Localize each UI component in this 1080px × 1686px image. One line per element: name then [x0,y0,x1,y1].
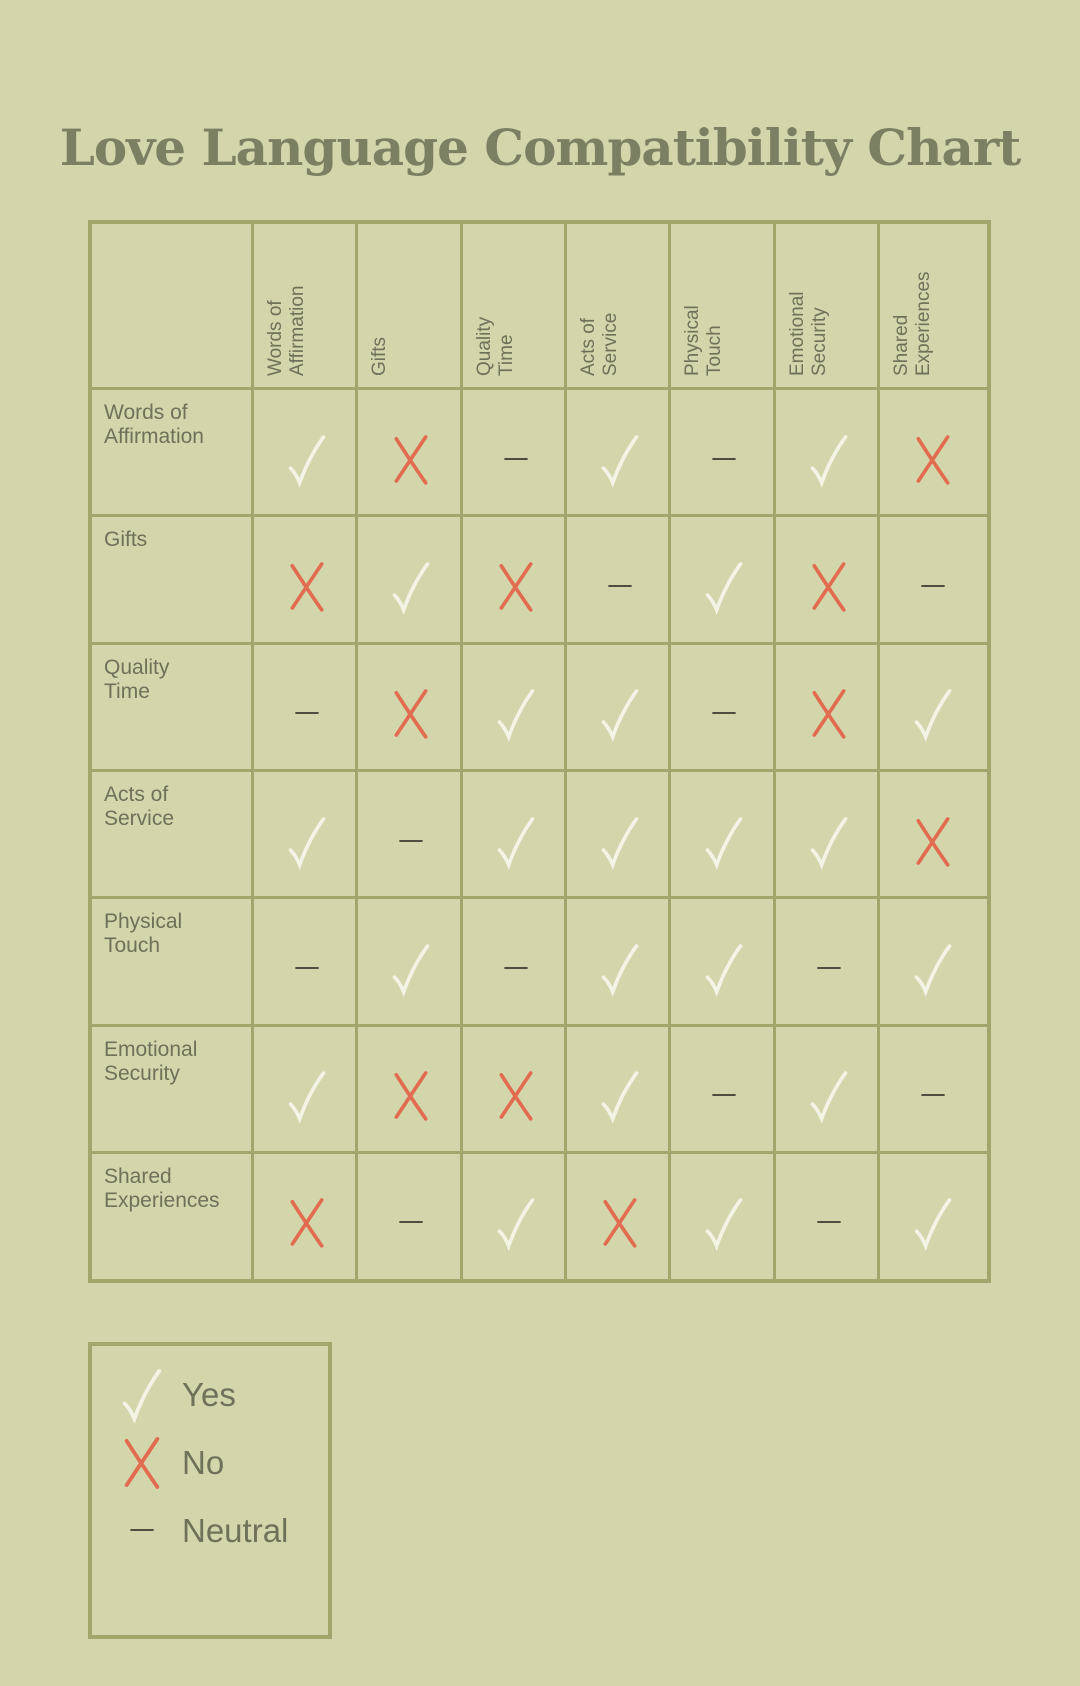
table-cell [672,654,776,773]
table-cell [464,781,568,900]
checkmark-icon [598,430,642,488]
dash-icon [389,826,433,856]
table-cell [568,1036,672,1155]
table-cell [881,399,985,518]
table-cell [464,526,568,645]
dash-icon [118,1515,166,1545]
legend-item-yes [118,1364,328,1424]
table-cell [255,526,359,645]
column-header-label: Quality Time [473,316,517,376]
table-cell [255,399,359,518]
table-cell [568,399,672,518]
table-cell [881,908,985,1027]
grid-line-vertical [251,224,254,1279]
cross-icon [911,430,955,488]
checkmark-icon [807,430,851,488]
table-cell [359,781,463,900]
cross-icon [285,1193,329,1251]
checkmark-icon [702,1193,746,1251]
table-cell [464,1163,568,1282]
legend-label: Yes [182,1376,236,1413]
column-header-label: Shared Experiences [890,271,934,376]
table-cell [359,908,463,1027]
cross-icon [285,557,329,615]
table-cell [777,526,881,645]
table-cell [568,526,672,645]
table-cell [359,1036,463,1155]
cross-icon [807,684,851,742]
dash-icon [911,571,955,601]
table-cell [777,781,881,900]
checkmark-icon [285,430,329,488]
table-cell [672,1036,776,1155]
column-header [672,224,776,392]
compatibility-grid [88,220,991,1283]
checkmark-icon [911,684,955,742]
table-cell [255,1036,359,1155]
dash-icon [598,571,642,601]
dash-icon [285,698,329,728]
cross-icon [389,684,433,742]
dash-icon [807,1207,851,1237]
column-header [777,224,881,392]
checkmark-icon [285,812,329,870]
table-cell [359,526,463,645]
row-header: Shared Experiences [104,1164,220,1212]
table-cell [881,1163,985,1282]
column-header [255,224,359,392]
table-cell [672,781,776,900]
checkmark-icon [911,939,955,997]
table-cell [777,908,881,1027]
legend-item-no [118,1432,328,1492]
legend-label: No [182,1444,225,1481]
table-cell [568,908,672,1027]
table-cell [672,526,776,645]
table-cell [568,1163,672,1282]
checkmark-icon [702,557,746,615]
column-header-label: Gifts [369,336,391,376]
table-cell [672,399,776,518]
checkmark-icon [807,1066,851,1124]
dash-icon [389,1207,433,1237]
checkmark-icon [807,812,851,870]
dash-icon [494,444,538,474]
checkmark-icon [285,1066,329,1124]
column-header [359,224,463,392]
column-header [568,224,672,392]
checkmark-icon [598,684,642,742]
checkmark-icon [119,1365,165,1423]
checkmark-icon [389,557,433,615]
checkmark-icon [598,939,642,997]
checkmark-icon [494,684,538,742]
table-cell [881,526,985,645]
table-cell [672,908,776,1027]
dash-icon [285,953,329,983]
cross-icon [807,557,851,615]
column-header [881,224,985,392]
table-cell [255,908,359,1027]
column-header [464,224,568,392]
table-cell [881,654,985,773]
table-cell [672,1163,776,1282]
legend-label: Neutral [182,1512,289,1549]
legend-item-neutral [118,1500,328,1560]
row-header: Quality Time [104,655,170,703]
table-cell [881,1036,985,1155]
table-cell [359,399,463,518]
row-header: Words of Affirmation [104,401,204,448]
checkmark-icon [598,1066,642,1124]
cross-icon [598,1193,642,1251]
dash-icon [702,444,746,474]
checkmark-icon [494,812,538,870]
table-cell [464,654,568,773]
dash-icon [494,953,538,983]
cross-icon [389,1066,433,1124]
row-header: Gifts [104,528,148,552]
chart-title: Love Language Compatibility Chart [59,118,1021,177]
table-cell [881,781,985,900]
table-cell [359,654,463,773]
table-cell [777,654,881,773]
cross-icon [494,557,538,615]
column-header-label: Words of Affirmation [265,285,308,376]
dash-icon [702,1080,746,1110]
table-cell [568,654,672,773]
legend-icon [118,1500,166,1560]
table-cell [255,654,359,773]
table-cell [777,1036,881,1155]
cross-icon [389,430,433,488]
row-header: Acts of Service [104,782,175,830]
checkmark-icon [702,939,746,997]
table-cell [777,399,881,518]
column-header-label: Physical Touch [682,305,726,376]
dash-icon [702,698,746,728]
table-cell [255,781,359,900]
table-cell [464,908,568,1027]
dash-icon [807,953,851,983]
checkmark-icon [389,939,433,997]
table-cell [568,781,672,900]
row-header: Emotional Security [104,1037,198,1085]
cross-icon [494,1066,538,1124]
checkmark-icon [911,1193,955,1251]
table-cell [359,1163,463,1282]
legend [88,1342,332,1639]
table-cell [777,1163,881,1282]
checkmark-icon [598,812,642,870]
legend-icon [118,1432,166,1492]
column-header-label: Emotional Security [786,291,830,376]
cross-icon [911,812,955,870]
column-header-label: Acts of Service [577,312,621,376]
dash-icon [911,1080,955,1110]
table-cell [464,1036,568,1155]
cross-icon [119,1433,165,1491]
row-header: Physical Touch [104,910,183,958]
checkmark-icon [702,812,746,870]
checkmark-icon [494,1193,538,1251]
table-cell [464,399,568,518]
table-cell [255,1163,359,1282]
legend-icon [118,1364,166,1424]
